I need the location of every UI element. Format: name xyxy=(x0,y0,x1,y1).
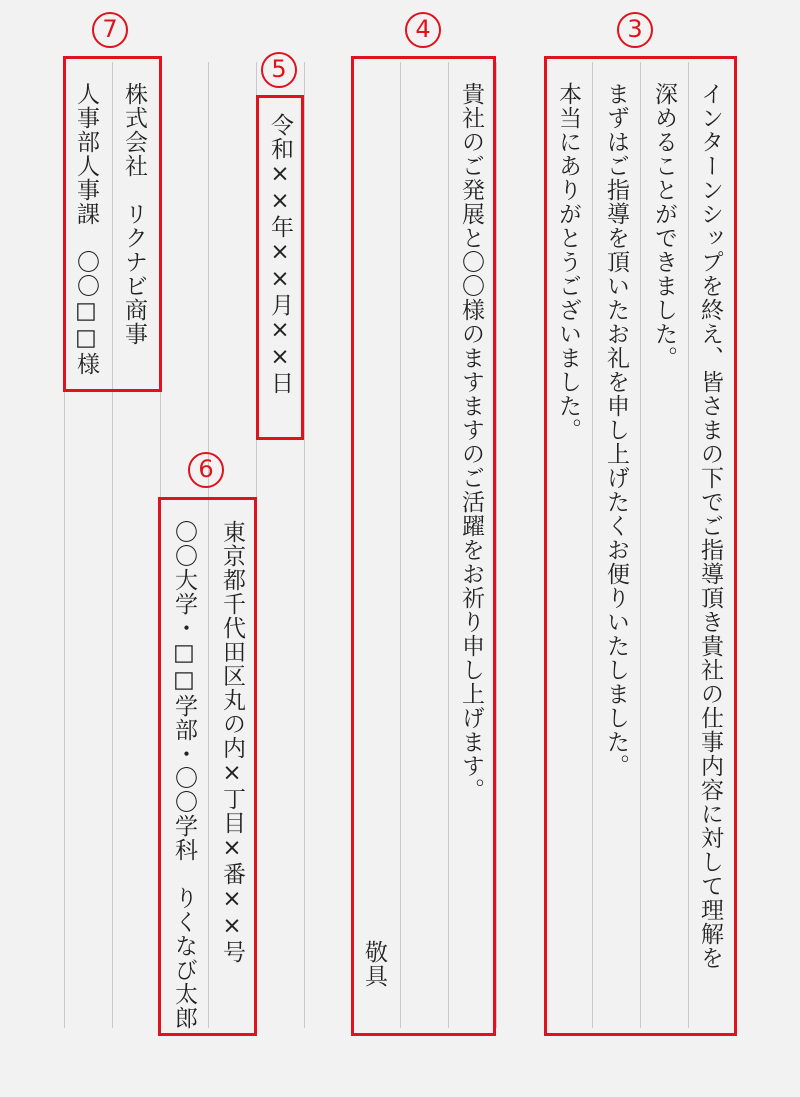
section-4-line-1: 貴社のご発展と〇〇様のますますのご活躍をお祈り申し上げます。 xyxy=(458,82,484,802)
recipient-line: 人事部人事課 〇〇□□様 xyxy=(73,82,99,376)
company-line: 株式会社 リクナビ商事 xyxy=(121,82,147,346)
section-3-line-1: インターンシップを終え、皆さまの下でご指導頂き貴社の仕事内容に対して理解を xyxy=(697,82,723,970)
closing-keigu: 敬具 xyxy=(361,940,387,988)
marker-4: 4 xyxy=(405,12,441,48)
affiliation-line: 〇〇大学・□□学部・〇〇学科 りくなび太郎 xyxy=(171,520,197,1030)
marker-5: 5 xyxy=(261,52,297,88)
section-3-line-4: 本当にありがとうございました。 xyxy=(555,82,581,442)
section-3-line-2: 深めることができました。 xyxy=(651,82,677,370)
date-line: 令和××年××月××日 xyxy=(267,113,293,395)
marker-6: 6 xyxy=(188,452,224,488)
section-3-line-3: まずはご指導を頂いたお礼を申し上げたくお便りいたしました。 xyxy=(603,82,629,778)
ruled-line xyxy=(496,62,497,1028)
address-line: 東京都千代田区丸の内×丁目×番××号 xyxy=(219,520,245,964)
ruled-line xyxy=(304,62,305,1028)
marker-7: 7 xyxy=(92,12,128,48)
marker-3: 3 xyxy=(617,12,653,48)
